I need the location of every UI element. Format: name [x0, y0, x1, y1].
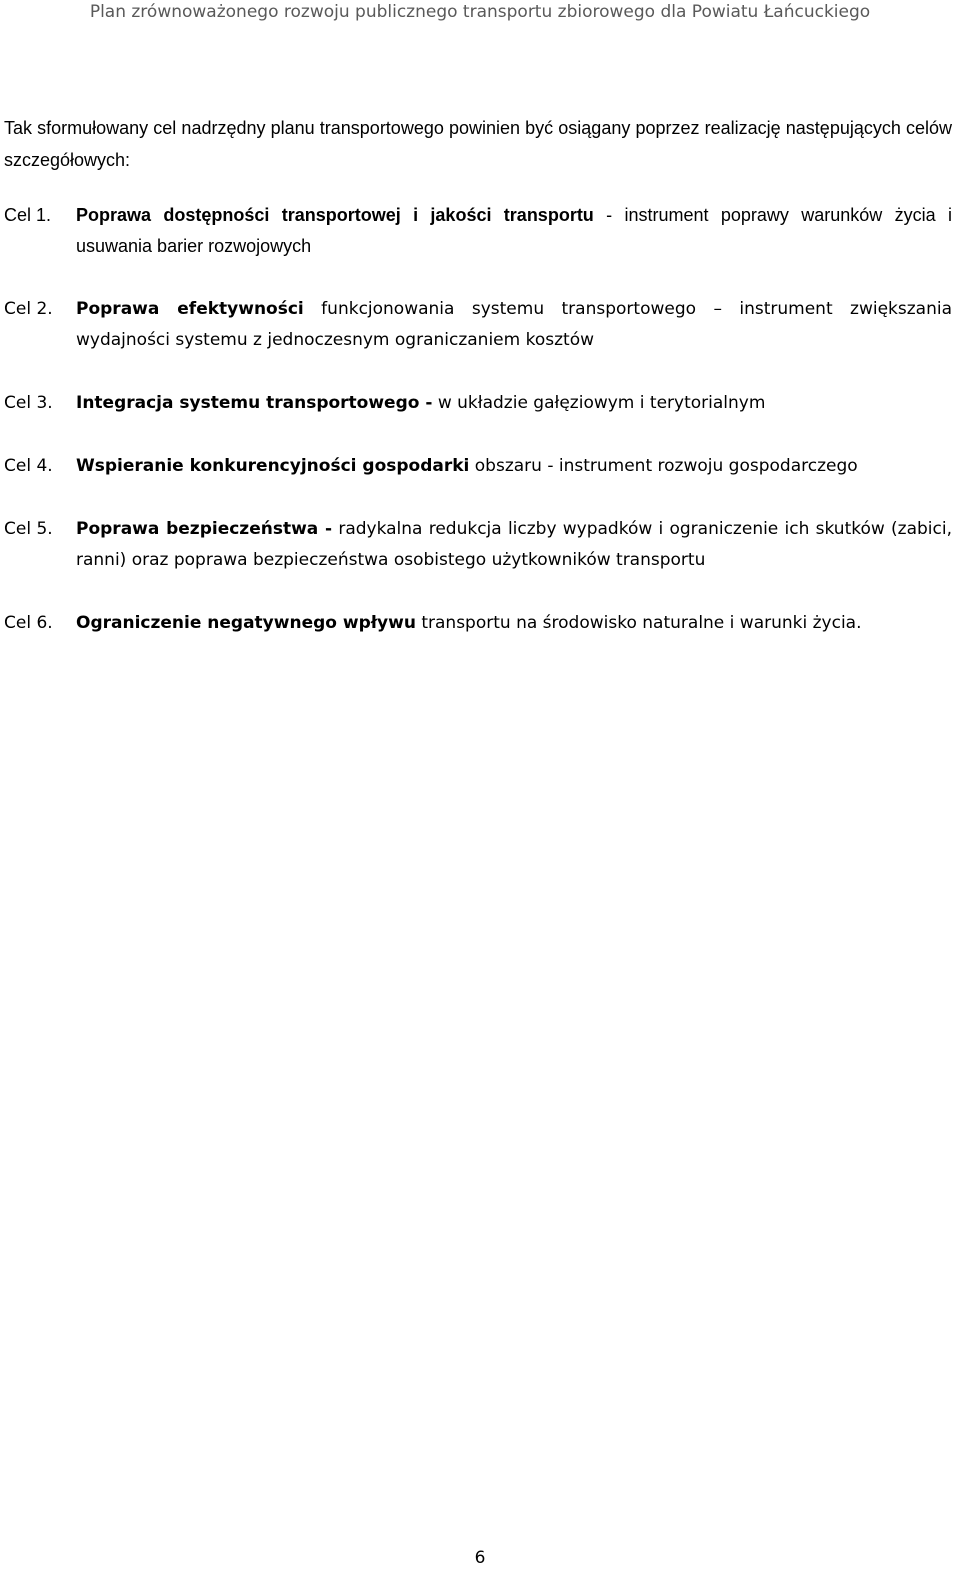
- goal-description: - instrument poprawy warunków życia i usuwania barier rozwojowych: [76, 205, 952, 256]
- goal-title: Integracja systemu transportowego -: [76, 393, 433, 413]
- goal-description: transportu na środowisko naturalne i warunki życia.: [415, 613, 862, 633]
- goal-item-2: [4, 294, 952, 356]
- goal-item-5: [4, 514, 952, 576]
- goal-text: [76, 200, 952, 262]
- goal-description: obszaru - instrument rozwoju gospodarczego: [469, 456, 858, 476]
- goal-text: [76, 608, 952, 639]
- goal-item-4: [4, 451, 952, 482]
- goal-label: Cel 2.: [4, 299, 53, 319]
- goal-text: [76, 388, 952, 419]
- goal-title: Ograniczenie negatywnego wpływu: [76, 613, 416, 633]
- running-header: Plan zrównoważonego rozwoju publicznego transportu zbiorowego dla Powiatu Łańcuckiego: [89, 2, 871, 22]
- goal-item-6: [4, 608, 952, 639]
- goal-label: Cel 3.: [4, 393, 53, 413]
- goal-title: Poprawa efektywności: [76, 299, 304, 319]
- page-number: 6: [474, 1548, 486, 1568]
- goals-list: [4, 200, 952, 639]
- goal-item-1: [4, 200, 952, 262]
- goal-label: Cel 5.: [4, 519, 53, 539]
- goal-description: funkcjonowania systemu transportowego – instrument zwiększania wydajności systemu z jednoczesnym ograniczaniem kosztów: [76, 299, 952, 350]
- goal-title: Poprawa bezpieczeństwa -: [76, 519, 333, 539]
- goal-label: Cel 4.: [4, 456, 53, 476]
- intro-paragraph: Tak sformułowany cel nadrzędny planu transportowego powinien być osiągany poprzez realizację następujących celów szczegółowych:: [4, 118, 952, 170]
- goal-text: [76, 294, 952, 356]
- goal-title: Wspieranie konkurencyjności gospodarki: [76, 456, 470, 476]
- goal-text: [76, 514, 952, 576]
- goal-item-3: [4, 388, 952, 419]
- goal-text: [76, 451, 952, 482]
- goal-description: radykalna redukcja liczby wypadków i ograniczenie ich skutków (zabici, ranni) oraz poprawa bezpieczeństwa osobistego użytkowników transportu: [76, 519, 952, 570]
- goal-label: Cel 1.: [4, 205, 52, 225]
- goal-title: Poprawa dostępności transportowej i jakości transportu: [76, 205, 594, 225]
- goal-description: w układzie gałęziowym i terytorialnym: [432, 393, 766, 413]
- goal-label: Cel 6.: [4, 613, 53, 633]
